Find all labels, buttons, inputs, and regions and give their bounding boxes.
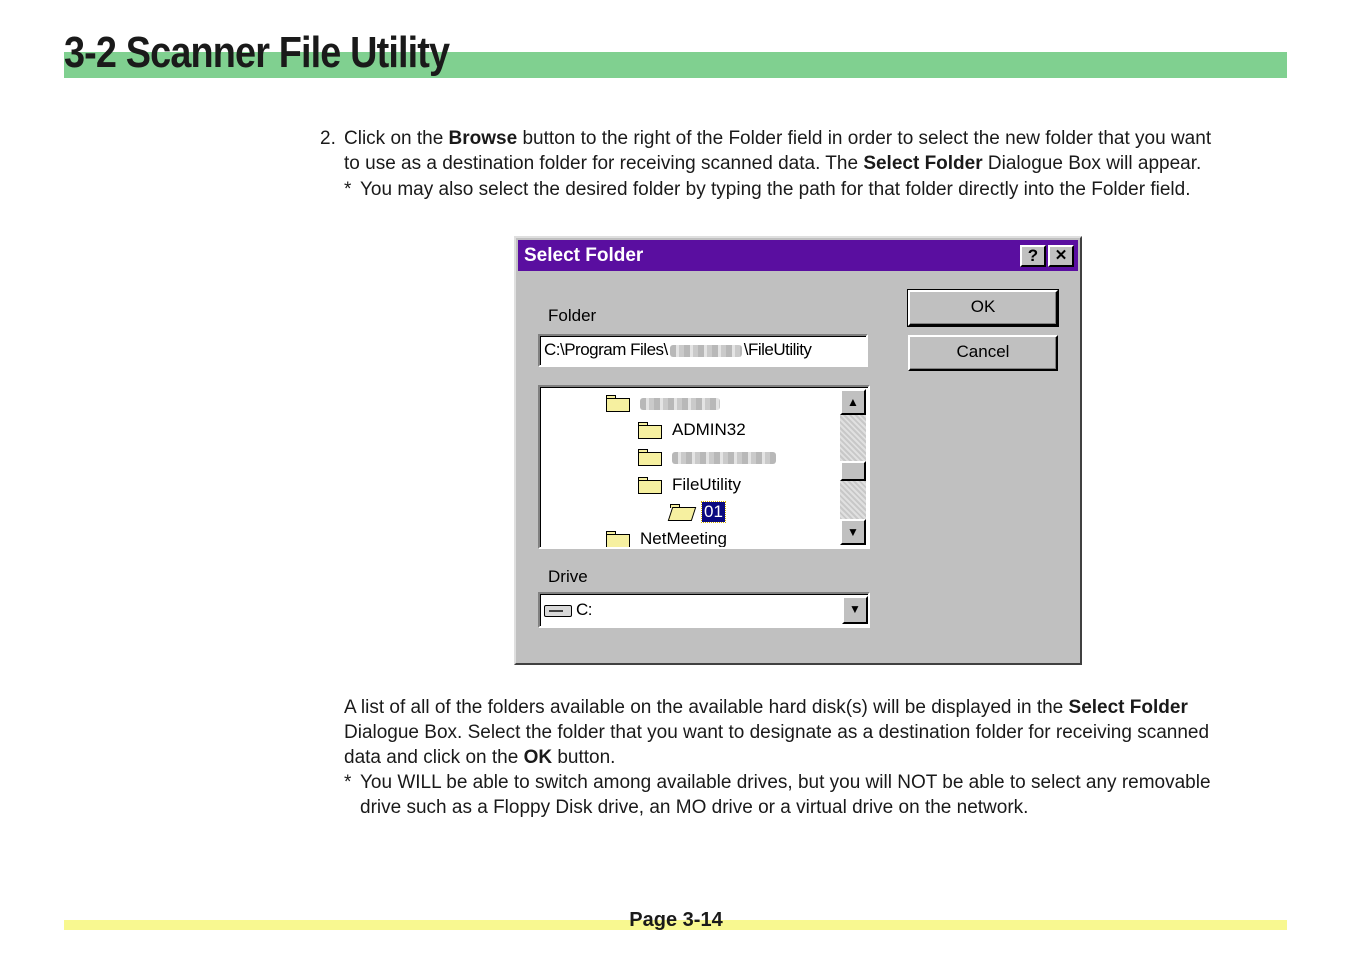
drive-dropdown-button[interactable] xyxy=(842,596,868,624)
page-title: 3-2 Scanner File Utility xyxy=(64,28,450,77)
folder-tree[interactable]: ADMIN32 FileUtility 01 NetMeeting ▲ ▼ xyxy=(538,385,870,549)
blurred-text xyxy=(672,452,776,464)
folder-icon xyxy=(638,477,662,494)
open-folder-icon xyxy=(670,504,694,521)
blurred-text xyxy=(640,398,720,410)
dialog-title: Select Folder xyxy=(524,245,644,266)
tree-scrollbar[interactable] xyxy=(840,389,866,545)
folder-icon xyxy=(606,531,630,548)
step-number: 2. xyxy=(320,128,336,149)
page-number: Page 3-14 xyxy=(629,909,723,931)
ok-bold: OK xyxy=(523,747,553,768)
folder-icon xyxy=(606,395,630,412)
scroll-down-button[interactable] xyxy=(840,519,866,545)
select-folder-dialog xyxy=(514,236,1082,665)
select-folder-bold: Select Folder xyxy=(863,153,983,174)
chevron-down-icon: ▼ xyxy=(849,602,861,616)
select-folder-bold: Select Folder xyxy=(1068,697,1188,718)
step-note: You may also select the desired folder by typing the path for that folder directly into the Folder field. xyxy=(360,179,1191,200)
scroll-thumb[interactable] xyxy=(840,461,866,481)
dialog-titlebar xyxy=(518,240,1078,271)
close-icon: ✕ xyxy=(1054,247,1068,264)
help-button[interactable]: ? xyxy=(1020,245,1046,267)
arrow-up-icon: ▲ xyxy=(847,395,859,409)
browse-bold: Browse xyxy=(448,128,518,149)
step-line-1: Click on the Browse button to the right of the Folder field in order to select the new folder that you want xyxy=(344,128,1212,149)
close-button[interactable] xyxy=(1048,245,1074,267)
blurred-text xyxy=(670,345,742,357)
arrow-down-icon: ▼ xyxy=(847,525,859,539)
step-note-star: * xyxy=(344,179,352,200)
scroll-up-button[interactable] xyxy=(840,389,866,415)
drive-value: C: xyxy=(576,600,592,619)
folder-icon xyxy=(638,422,662,439)
para-note-line-1: You WILL be able to switch among available drives, but you will NOT be able to select any removable xyxy=(360,772,1211,793)
folder-icon xyxy=(638,449,662,466)
cancel-button[interactable]: Cancel xyxy=(908,335,1058,371)
ok-button[interactable]: OK xyxy=(908,290,1058,326)
para-note-star: * xyxy=(344,772,352,793)
para-note-line-2: drive such as a Floppy Disk drive, an MO drive or a virtual drive on the network. xyxy=(360,797,1029,818)
folder-label: Folder xyxy=(548,306,597,325)
drive-select[interactable] xyxy=(538,592,870,628)
para-line-1: A list of all of the folders available on the available hard disk(s) will be displayed in the Select Folder xyxy=(344,697,1188,718)
hard-drive-icon xyxy=(544,605,572,617)
drive-label: Drive xyxy=(548,567,588,586)
para-line-2: Dialogue Box. Select the folder that you want to designate as a destination folder for receiving scanned xyxy=(344,722,1210,743)
folder-input[interactable]: C:\Program Files\ \FileUtility xyxy=(538,334,868,367)
step-line-2: to use as a destination folder for receiving scanned data. The Select Folder Dialogue Box will appear. xyxy=(344,153,1202,174)
para-line-3: data and click on the OK button. xyxy=(344,747,616,768)
